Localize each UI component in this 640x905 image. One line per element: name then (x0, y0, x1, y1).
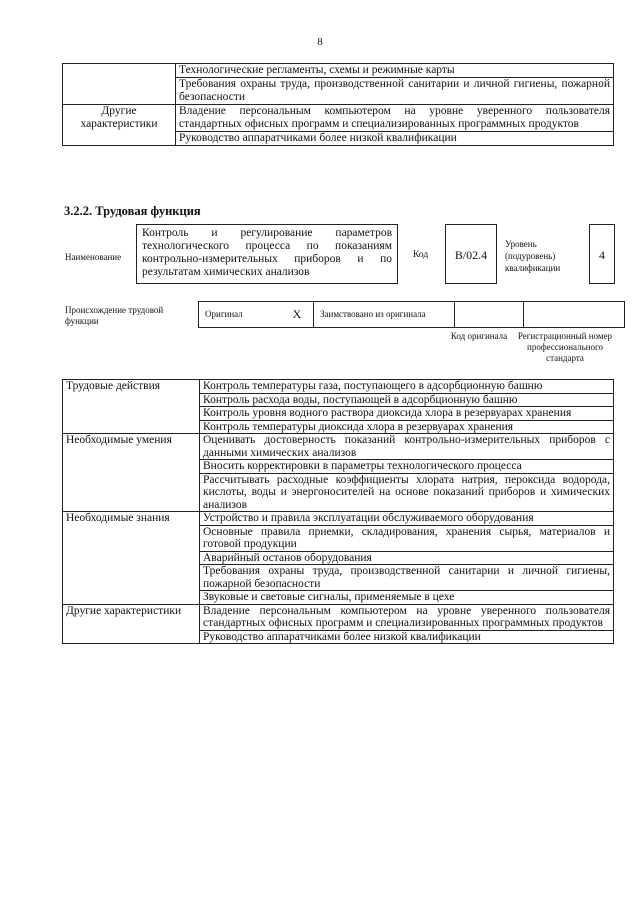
table-row (63, 64, 614, 78)
table-cell: Руководство аппаратчиками более низкой квалификации (200, 630, 614, 644)
table-row (63, 105, 614, 132)
table-cell: Оценивать достоверность показаний контрольно-измерительных приборов с данными химических анализов (200, 434, 614, 460)
code-box: B/02.4 (445, 224, 497, 284)
origin-table (198, 301, 625, 328)
row-label: Другие характеристики (63, 604, 200, 644)
table-cell: Руководство аппаратчиками более низкой квалификации (176, 132, 614, 146)
table-cell: Вносить корректировки в параметры технологического процесса (200, 460, 614, 474)
code-label: Код (413, 250, 429, 260)
table-row (63, 380, 614, 394)
row-label (63, 64, 176, 105)
level-label (505, 238, 560, 274)
function-table (62, 379, 614, 644)
origin-reg-cell (524, 302, 625, 328)
row-label: Другие характеристики (63, 105, 176, 146)
function-name-box: Контроль и регулирование параметров технологического процесса по показаниям контрольно-измерительных приборов и по результатам химических анализов (136, 224, 398, 284)
caption-code: Код оригинала (450, 331, 508, 341)
table-cell: Аварийный останов оборудования (200, 551, 614, 565)
level-label-line: Уровень (505, 239, 537, 249)
table-cell: Требования охраны труда, производственной санитарии и личной гигиены, пожарной безопасности (176, 78, 614, 105)
table-cell: Контроль уровня водного раствора диоксида хлора в резервуарах хранения (200, 407, 614, 421)
origin-original: Оригинал (199, 302, 282, 328)
origin-label: Происхождение трудовой функции (65, 305, 164, 326)
row-label: Трудовые действия (63, 380, 200, 434)
origin-mark: X (281, 302, 314, 328)
origin-code-cell (455, 302, 524, 328)
level-label-line: квалификации (505, 263, 561, 273)
row-label: Необходимые умения (63, 434, 200, 512)
table-cell: Контроль расхода воды, поступающей в адсорбционную башню (200, 393, 614, 407)
table-row (63, 512, 614, 526)
table-cell: Контроль температуры газа, поступающего в адсорбционную башню (200, 380, 614, 394)
table-row (199, 302, 625, 328)
continuation-table (62, 63, 614, 146)
table-cell: Владение персональным компьютером на уровне уверенного пользователя стандартных офисных программ и специализированных программных продуктов (176, 105, 614, 132)
table-cell: Владение персональным компьютером на уровне уверенного пользователя стандартных офисных программ и специализированных программных продуктов (200, 604, 614, 630)
origin-borrowed: Заимствовано из оригинала (314, 302, 455, 328)
table-cell: Требования охраны труда, производственной санитарии и личной гигиены, пожарной безопасности (200, 565, 614, 591)
table-cell: Устройство и правила эксплуатации обслуживаемого оборудования (200, 512, 614, 526)
table-row (63, 604, 614, 630)
page-number: 8 (317, 36, 323, 48)
table-cell: Звуковые и световые сигналы, применяемые в цехе (200, 591, 614, 605)
row-label: Необходимые знания (63, 512, 200, 605)
name-label: Наименование (65, 252, 122, 262)
table-cell: Рассчитывать расходные коэффициенты хлората натрия, пероксида водорода, кислоты, воды и энергоносителей на основе показаний приборов и химических анализов (200, 473, 614, 512)
table-row (63, 434, 614, 460)
level-box: 4 (589, 224, 615, 284)
table-cell: Основные правила приемки, складирования, хранения сырья, материалов и готовой продукции (200, 525, 614, 551)
level-label-line: (подуровень) (505, 251, 556, 261)
section-heading: 3.2.2. Трудовая функция (64, 204, 201, 218)
table-cell: Контроль температуры диоксида хлора в резервуарах хранения (200, 420, 614, 434)
caption-reg: Регистрационный номер профессионального стандарта (517, 331, 613, 363)
table-cell: Технологические регламенты, схемы и режимные карты (176, 64, 614, 78)
